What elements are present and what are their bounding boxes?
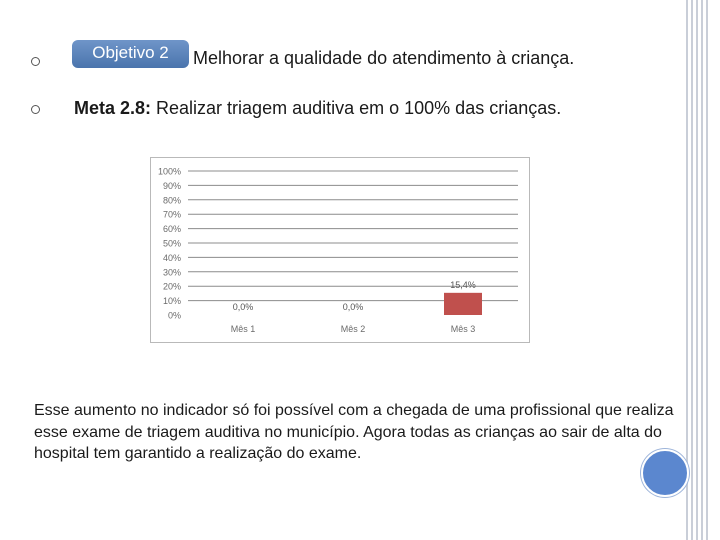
y-tick-label: 80% [162,195,181,206]
bullet-icon [31,57,40,66]
x-tick-label: Mês 1 [230,324,256,334]
x-tick-label: Mês 3 [450,324,476,334]
meta-label: Meta 2.8: [74,98,152,118]
objective-text: Melhorar a qualidade do atendimento à criança. [193,48,575,68]
decorative-circle [641,449,689,497]
bar-chart [150,157,530,343]
bar [444,293,482,315]
y-tick-label: 30% [162,267,181,278]
meta-line [74,98,561,119]
objective-badge: Objetivo 2 [72,40,189,68]
meta-text: Realizar triagem auditiva em o 100% das crianças. [151,98,562,118]
y-tick-label: 50% [162,238,181,249]
y-tick-label: 0% [167,310,181,321]
explanation-paragraph: Esse aumento no indicador só foi possível com a chegada de uma profissional que realiza esse exame de triagem auditiva no município. Agora todas as crianças ao sair de alta do hospital tem garantido a realização do exame. [34,402,674,462]
y-tick-label: 20% [162,281,181,292]
y-tick-label: 60% [162,224,181,235]
y-tick-label: 100% [157,166,181,177]
chart-canvas [151,158,529,342]
x-tick-label: Mês 2 [340,324,366,334]
data-label: 0,0% [342,302,364,312]
y-tick-label: 90% [162,180,181,191]
y-tick-label: 40% [162,252,181,263]
bullet-icon [31,105,40,114]
y-tick-label: 70% [162,209,181,220]
data-label: 0,0% [232,302,254,312]
y-tick-label: 10% [162,296,181,307]
data-label: 15,4% [450,279,476,290]
